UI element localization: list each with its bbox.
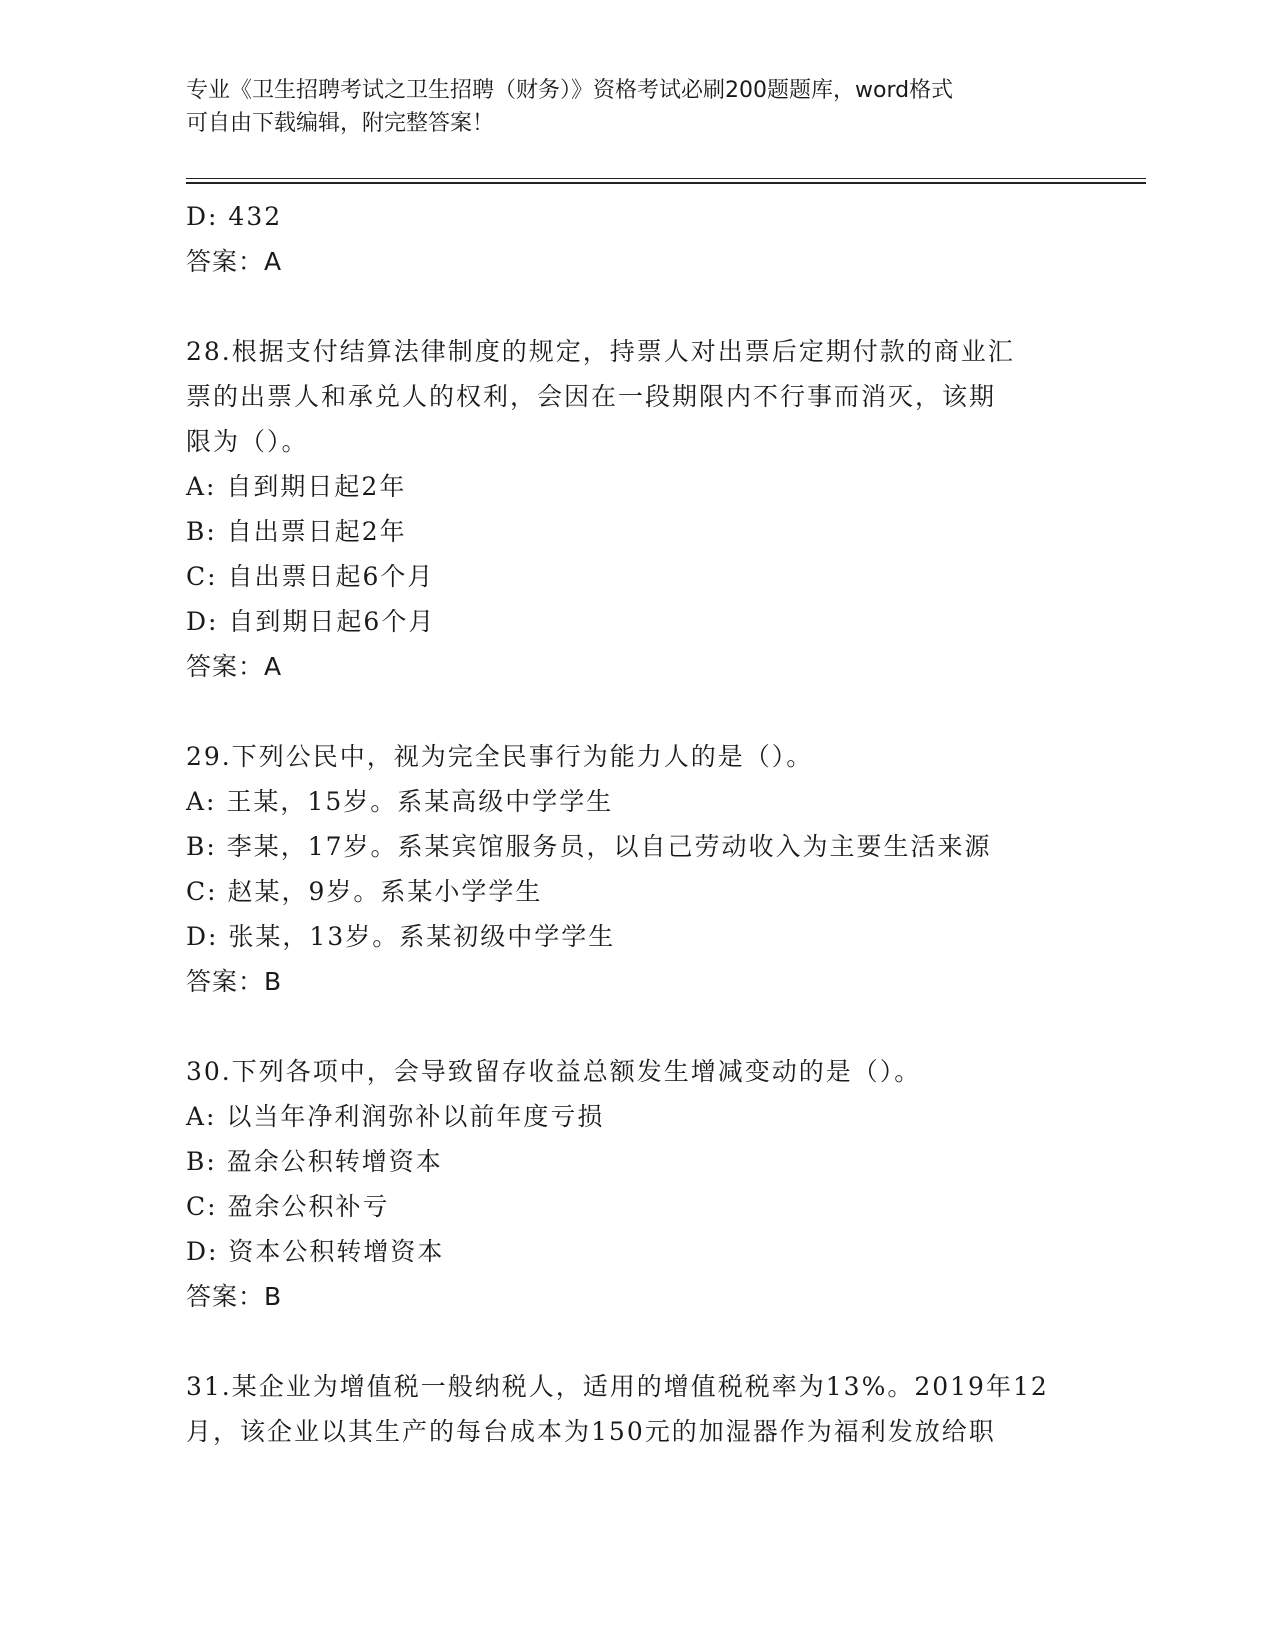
question-29-option-b: B: 李某，17岁。系某宾馆服务员，以自己劳动收入为主要生活来源 [186, 832, 992, 861]
question-29-option-c: C: 赵某，9岁。系某小学学生 [186, 877, 543, 906]
question-31-text-1: 31.某企业为增值税一般纳税人，适用的增值税税率为13%。2019年12 [186, 1372, 1049, 1401]
question-28-option-c: C: 自出票日起6个月 [186, 562, 435, 591]
spacer [186, 1004, 1086, 1049]
question-30-answer: 答案：B [186, 1282, 283, 1311]
question-28-option-a: A: 自到期日起2年 [186, 472, 407, 501]
question-30-text-1: 30.下列各项中，会导致留存收益总额发生增减变动的是（）。 [186, 1057, 922, 1086]
question-29-option-d: D: 张某，13岁。系某初级中学学生 [186, 922, 616, 951]
question-30-option-c: C: 盈余公积补亏 [186, 1192, 390, 1221]
question-30 [186, 1049, 1086, 1319]
question-28 [186, 329, 1086, 689]
header-rule-thick [186, 182, 1146, 184]
question-28-answer: 答案：A [186, 652, 283, 681]
question-31-text-2: 月，该企业以其生产的每台成本为150元的加湿器作为福利发放给职 [186, 1417, 996, 1446]
spacer [186, 689, 1086, 734]
question-30-option-b: B: 盈余公积转增资本 [186, 1147, 443, 1176]
question-29 [186, 734, 1086, 1004]
question-30-option-a: A: 以当年净利润弥补以前年度亏损 [186, 1102, 605, 1131]
question-30-option-d: D: 资本公积转增资本 [186, 1237, 445, 1266]
header-line-2: 可自由下载编辑，附完整答案！ [186, 111, 495, 136]
question-29-option-a: A: 王某，15岁。系某高级中学学生 [186, 787, 614, 816]
question-29-answer: 答案：B [186, 967, 283, 996]
question-28-text-3: 限为（）。 [186, 427, 309, 456]
spacer [186, 284, 1086, 329]
question-28-option-d: D: 自到期日起6个月 [186, 607, 436, 636]
document-header [186, 74, 1066, 140]
prev-option-d: D: 432 [186, 202, 283, 231]
question-31 [186, 1364, 1086, 1454]
prev-answer: 答案：A [186, 247, 283, 276]
spacer [186, 1319, 1086, 1364]
question-28-text-1: 28.根据支付结算法律制度的规定，持票人对出票后定期付款的商业汇 [186, 337, 1015, 366]
question-29-text-1: 29.下列公民中，视为完全民事行为能力人的是（）。 [186, 742, 814, 771]
question-28-text-2: 票的出票人和承兑人的权利，会因在一段期限内不行事而消灭，该期 [186, 382, 997, 411]
question-28-option-b: B: 自出票日起2年 [186, 517, 407, 546]
header-rule-thin [186, 178, 1146, 179]
header-line-1: 专业《卫生招聘考试之卫生招聘（财务）》资格考试必刷200题题库，word格式 [186, 78, 954, 103]
question-content [186, 194, 1086, 1454]
